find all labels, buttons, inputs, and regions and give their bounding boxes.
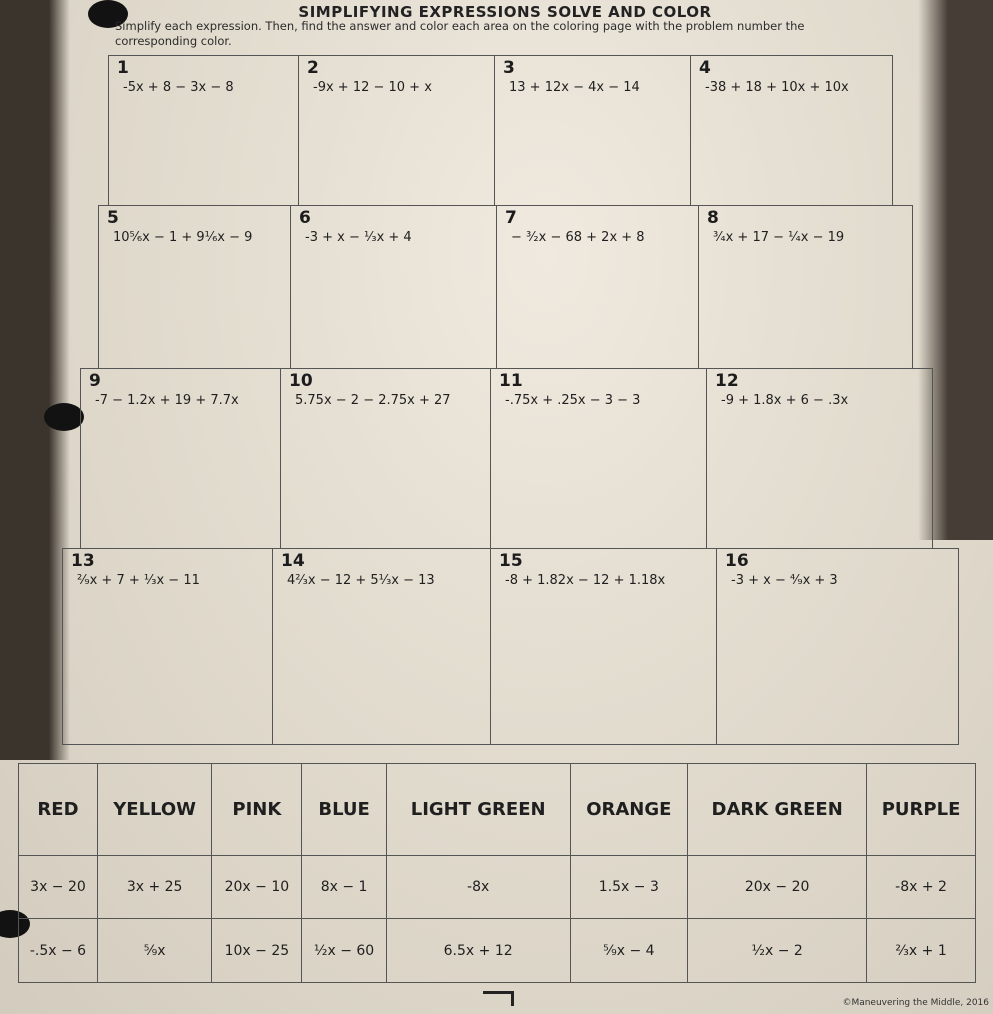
problem-expression: − ³⁄₂x − 68 + 2x + 8 xyxy=(511,230,645,245)
problem-number: 13 xyxy=(71,551,95,571)
answer-cell: 3x − 20 xyxy=(19,855,98,919)
color-key-answer-row xyxy=(19,855,976,919)
problem-number: 7 xyxy=(505,208,517,228)
color-orange: ORANGE xyxy=(570,764,688,856)
problem-expression: 10⁵⁄₆x − 1 + 9¹⁄₆x − 9 xyxy=(113,230,253,245)
answer-cell: 6.5x + 12 xyxy=(386,919,570,983)
answer-cell: 20x − 20 xyxy=(688,855,867,919)
problem-number: 2 xyxy=(307,58,319,78)
answer-cell: ⁵⁄₉x xyxy=(97,919,211,983)
problem-number: 3 xyxy=(503,58,515,78)
answer-cell: ⁵⁄₉x − 4 xyxy=(570,919,688,983)
problem-cell xyxy=(272,548,491,745)
problem-expression: -8 + 1.82x − 12 + 1.18x xyxy=(505,573,666,588)
answer-cell: 20x − 10 xyxy=(212,855,302,919)
problem-expression: -5x + 8 − 3x − 8 xyxy=(123,80,234,95)
answer-cell: -.5x − 6 xyxy=(19,919,98,983)
problem-number: 11 xyxy=(499,371,523,391)
problem-cell xyxy=(298,55,495,206)
problem-cell xyxy=(98,205,291,369)
problem-expression: -.75x + .25x − 3 − 3 xyxy=(505,393,641,408)
problem-cell xyxy=(62,548,273,745)
color-key-header-row xyxy=(19,764,976,856)
problem-expression: ²⁄₉x + 7 + ¹⁄₃x − 11 xyxy=(77,573,200,588)
corner-mark xyxy=(483,991,514,1006)
problem-expression: ³⁄₄x + 17 − ¹⁄₄x − 19 xyxy=(713,230,845,245)
color-dark-green: DARK GREEN xyxy=(688,764,867,856)
color-purple: PURPLE xyxy=(867,764,976,856)
problem-cell xyxy=(698,205,913,369)
problem-cell xyxy=(290,205,497,369)
answer-cell: ¹⁄₂x − 2 xyxy=(688,919,867,983)
answer-cell: -8x xyxy=(386,855,570,919)
problem-cell xyxy=(690,55,893,206)
problem-cell xyxy=(494,55,691,206)
problem-cell xyxy=(80,368,281,549)
problem-number: 10 xyxy=(289,371,313,391)
problem-expression: -38 + 18 + 10x + 10x xyxy=(705,80,849,95)
problem-cell xyxy=(490,368,707,549)
problem-number: 1 xyxy=(117,58,129,78)
color-light-green: LIGHT GREEN xyxy=(386,764,570,856)
problem-expression: -3 + x − ¹⁄₃x + 4 xyxy=(305,230,412,245)
copyright: ©Maneuvering the Middle, 2016 xyxy=(842,998,989,1008)
problem-cell xyxy=(706,368,933,549)
worksheet-title: SIMPLIFYING EXPRESSIONS SOLVE AND COLOR xyxy=(298,3,712,21)
problem-cell xyxy=(496,205,699,369)
answer-cell: ¹⁄₂x − 60 xyxy=(302,919,386,983)
answer-cell: 8x − 1 xyxy=(302,855,386,919)
problem-number: 14 xyxy=(281,551,305,571)
color-yellow: YELLOW xyxy=(97,764,211,856)
problem-expression: -9 + 1.8x + 6 − .3x xyxy=(721,393,849,408)
background-left xyxy=(0,0,70,760)
problem-number: 9 xyxy=(89,371,101,391)
color-blue: BLUE xyxy=(302,764,386,856)
problem-expression: 13 + 12x − 4x − 14 xyxy=(509,80,640,95)
problem-cell xyxy=(108,55,299,206)
problem-number: 5 xyxy=(107,208,119,228)
answer-cell: 1.5x − 3 xyxy=(570,855,688,919)
problem-expression: 4²⁄₃x − 12 + 5¹⁄₃x − 13 xyxy=(287,573,435,588)
problem-cell xyxy=(490,548,717,745)
answer-cell: 10x − 25 xyxy=(212,919,302,983)
answer-cell: 3x + 25 xyxy=(97,855,211,919)
problem-number: 8 xyxy=(707,208,719,228)
answer-cell: ²⁄₃x + 1 xyxy=(867,919,976,983)
problem-number: 16 xyxy=(725,551,749,571)
color-key-table xyxy=(18,763,976,983)
problem-expression: -3 + x − ⁴⁄₉x + 3 xyxy=(731,573,838,588)
color-key-answer-row xyxy=(19,919,976,983)
problem-expression: -7 − 1.2x + 19 + 7.7x xyxy=(95,393,239,408)
hole-punch xyxy=(44,403,84,431)
problem-number: 6 xyxy=(299,208,311,228)
color-red: RED xyxy=(19,764,98,856)
problem-cell xyxy=(280,368,491,549)
color-pink: PINK xyxy=(212,764,302,856)
answer-cell: -8x + 2 xyxy=(867,855,976,919)
problem-cell xyxy=(716,548,959,745)
problem-expression: 5.75x − 2 − 2.75x + 27 xyxy=(295,393,451,408)
problem-expression: -9x + 12 − 10 + x xyxy=(313,80,432,95)
problem-number: 12 xyxy=(715,371,739,391)
problem-number: 4 xyxy=(699,58,711,78)
instructions: Simplify each expression. Then, find the answer and color each area on the coloring page with the problem number the corresponding color. xyxy=(115,19,805,48)
problem-number: 15 xyxy=(499,551,523,571)
